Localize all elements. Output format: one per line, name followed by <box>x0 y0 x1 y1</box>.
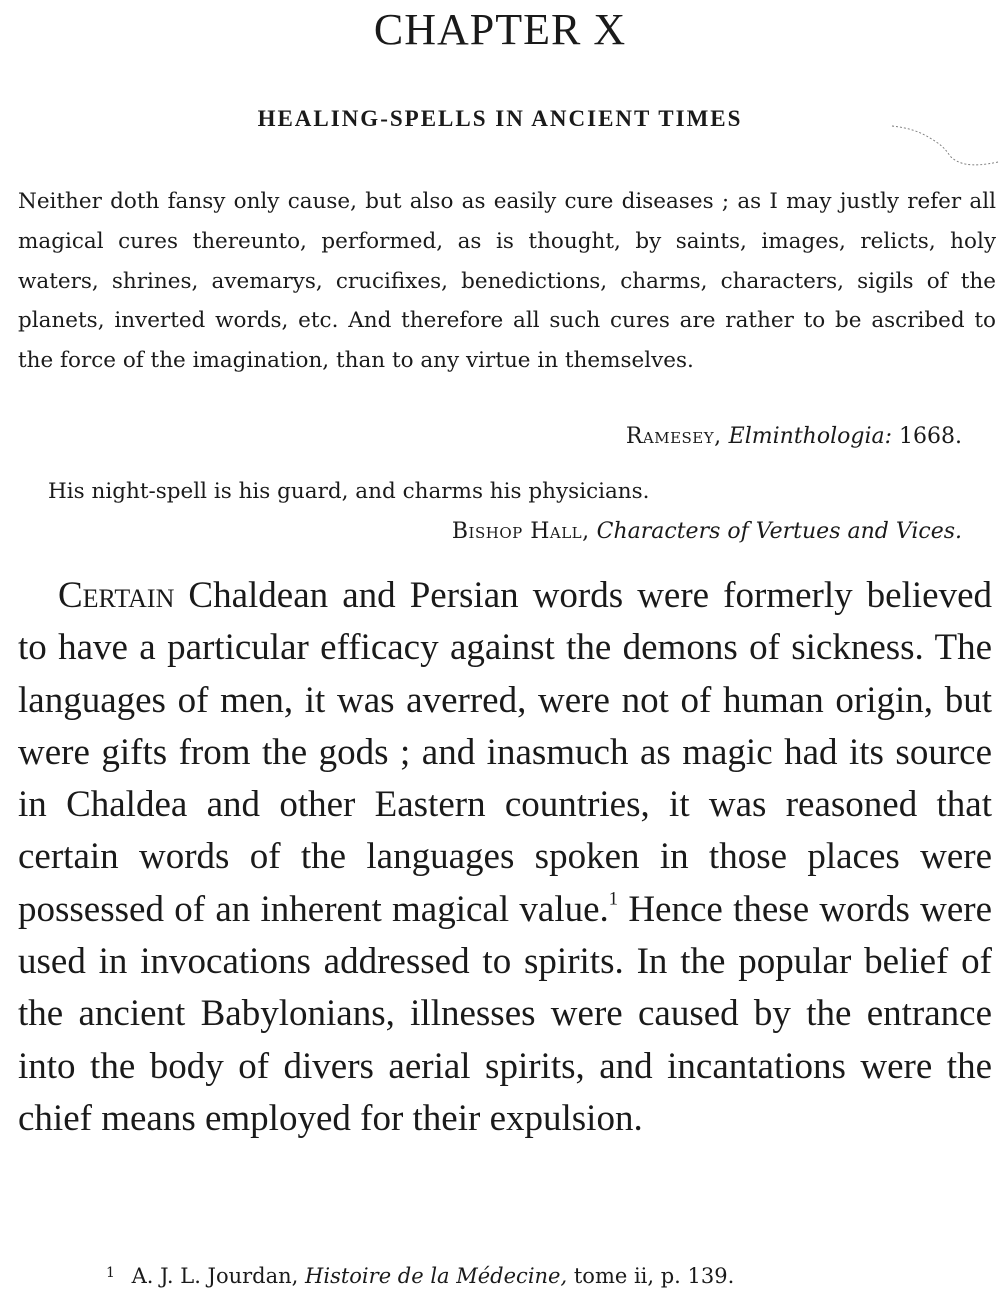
stray-pencil-mark <box>890 118 1000 178</box>
body-paragraph <box>18 570 992 1145</box>
footnote-reference: 1 <box>608 889 619 910</box>
epigraph-1-attribution <box>626 422 962 452</box>
epigraph-1-text: Neither doth fansy only cause, but also as easily cure diseases ; as I may justly refer all magical cures thereunto, performed, as is thought, by saints, images, relicts, holy waters, shrines, avemarys, crucifixes, benedictions, charms, characters, sigils of the planets, inverted words, etc. And therefore all such cures are rather to be ascribed to the force of the imagination, than to any virtue in themselves. <box>18 189 996 374</box>
epigraph-1-author: Ramesey, <box>625 424 722 449</box>
chapter-title: CHAPTER X <box>373 5 627 54</box>
footnote-number: 1 <box>106 1265 115 1281</box>
epigraph-1-year: 1668. <box>899 424 962 449</box>
epigraph-1-work: Elminthologia: <box>728 424 893 449</box>
epigraph-quote-1 <box>18 182 996 381</box>
footnote-author: A. J. L. Jourdan, <box>131 1264 299 1288</box>
footnote <box>106 1258 734 1291</box>
body-text-part-2: Hence these words were used in invocations addressed to spirits. In the popular belief of the ancient Babylonians, illnesses were caused by the entrance into the body of divers aerial spirits, and incantations were the chief means employed for their expulsion. <box>18 888 993 1139</box>
footnote-work: Histoire de la Médecine, <box>305 1264 568 1288</box>
chapter-subtitle: HEALING-SPELLS IN ANCIENT TIMES <box>257 106 743 131</box>
epigraph-quote-2: His night-spell is his guard, and charms his physicians. <box>48 479 650 504</box>
epigraph-2-author: Bishop Hall, <box>451 519 590 544</box>
body-lead-word: Certain <box>58 575 175 616</box>
epigraph-2-attribution <box>452 517 962 547</box>
footnote-location: tome ii, p. 139. <box>573 1264 735 1288</box>
epigraph-2-work: Characters of Vertues and Vices. <box>596 519 962 544</box>
body-text-part-1: Chaldean and Persian words were formerly believed to have a particular efficacy against the demons of sickness. The languages of men, it was averred, were not of human origin, but were gifts from the gods ; and inasmuch as magic had its source in Chaldea and other Eastern countries, it was reasoned that certain words of the languages spoken in those places were possessed of an inherent magical value. <box>18 575 992 930</box>
